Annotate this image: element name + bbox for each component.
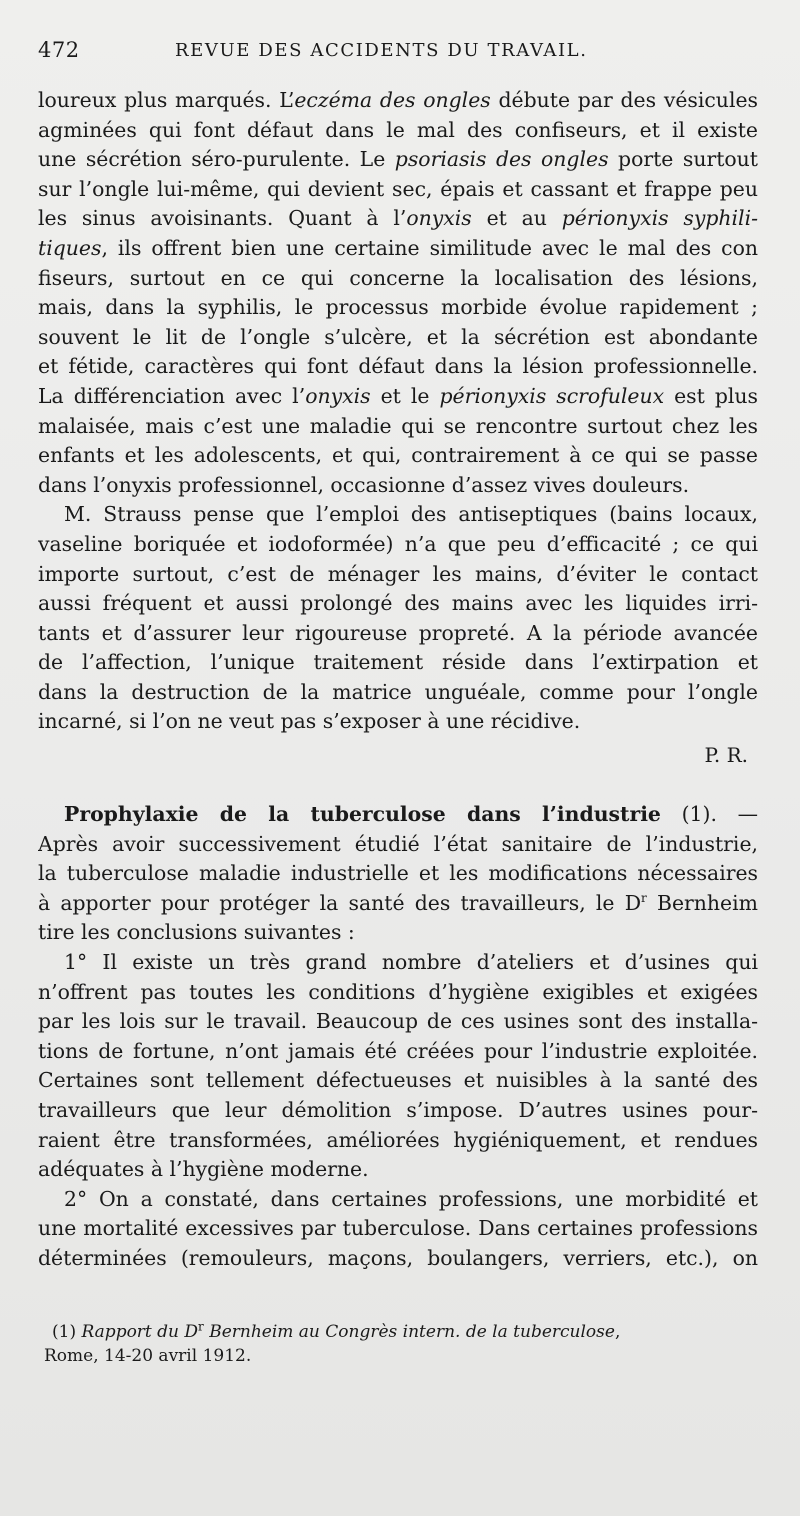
running-title: REVUE DES ACCIDENTS DU TRAVAIL. <box>175 40 588 61</box>
text-line: Certaines sont tellement défectueuses et nuisibles à la santé des <box>38 1068 758 1093</box>
text-line: raient être transformées, améliorées hygiéniquement, et rendues <box>38 1127 758 1152</box>
text-line: 1° Il existe un très grand nombre d’ateliers et d’usines qui <box>64 950 758 975</box>
text-line: tants et d’assurer leur rigoureuse propreté. A la période avancée <box>38 620 758 645</box>
text-line: vaseline boriquée et iodoformée) n’a que peu d’efficacité ; ce qui <box>38 531 758 556</box>
text-line: une sécrétion séro-purulente. Le psoriasis des ongles porte surtout <box>38 147 758 172</box>
text-line: dans la destruction de la matrice unguéale, comme pour l’ongle <box>38 679 758 704</box>
text-line: tiques, ils offrent bien une certaine similitude avec le mal des con <box>38 235 758 260</box>
author-signature: P. R. <box>704 743 748 768</box>
text-line: adéquates à l’hygiène moderne. <box>38 1157 369 1182</box>
footnote-line: (1) Rapport du $D^r$ Bernheim au Congrès intern. de la tuberculose, <box>52 1318 621 1342</box>
text-line: la tuberculose maladie industrielle et les modifications nécessaires <box>38 861 758 886</box>
text-line: 2° On a constaté, dans certaines professions, une morbidité et <box>64 1186 758 1211</box>
section-heading-line <box>38 800 758 830</box>
text-line: de l’affection, l’unique traitement réside dans l’extirpation et <box>38 650 758 675</box>
text-line: malaisée, mais c’est une maladie qui se rencontre surtout chez les <box>38 413 758 438</box>
text-line: incarné, si l’on ne veut pas s’exposer à une récidive. <box>38 709 581 734</box>
text-line: à apporter pour protéger la santé des travailleurs, le $D^r$ Bernheim <box>38 890 758 915</box>
text-line: n’offrent pas toutes les conditions d’hygiène exigibles et exigées <box>38 979 758 1004</box>
text-line: souvent le lit de l’ongle s’ulcère, et la sécrétion est abondante <box>38 324 758 349</box>
running-header <box>38 38 758 78</box>
body-text <box>38 86 758 1274</box>
conclusion-point-1 <box>38 948 758 1185</box>
text-line: enfants et les adolescents, et qui, contrairement à ce qui se passe <box>38 443 758 468</box>
text-line: mais, dans la syphilis, le processus morbide évolue rapidement ; <box>38 295 758 320</box>
text-line: déterminées (remouleurs, maçons, boulangers, verriers, etc.), on <box>38 1245 758 1270</box>
section-spacer <box>38 773 758 800</box>
text-line: importe surtout, c’est de ménager les mains, d’éviter le contact <box>38 561 758 586</box>
text-line: et fétide, caractères qui font défaut dans la lésion professionnelle. <box>38 354 758 379</box>
footnote <box>38 1320 758 1368</box>
text-line: fiseurs, surtout en ce qui concerne la localisation des lésions, <box>38 265 758 290</box>
text-line: tions de fortune, n’ont jamais été créées pour l’industrie exploitée. <box>38 1038 758 1063</box>
section-tuberculosis-prophylaxis <box>38 800 758 948</box>
paragraph-strauss-treatment <box>38 500 758 737</box>
text-line: tire les conclusions suivantes : <box>38 920 355 945</box>
text-line: agminées qui font défaut dans le mal des confiseurs, et il existe <box>38 117 758 142</box>
footnote-reference: (1). — <box>660 802 758 827</box>
conclusion-point-2 <box>38 1185 758 1274</box>
text-line: par les lois sur le travail. Beaucoup de ces usines sont des installa- <box>38 1009 758 1034</box>
text-line: dans l’onyxis professionnel, occasionne d’assez vives douleurs. <box>38 472 690 497</box>
section-title: Prophylaxie de la tuberculose dans l’industrie <box>64 802 661 827</box>
text-line: loureux plus marqués. L’eczéma des ongles débute par des vésicules <box>38 88 758 112</box>
paragraph-onychia-diagnosis <box>38 86 758 500</box>
page-number: 472 <box>38 38 80 62</box>
text-line: les sinus avoisinants. Quant à l’onyxis et au périonyxis syphili- <box>38 206 758 231</box>
text-line: sur l’ongle lui-même, qui devient sec, épais et cassant et frappe peu <box>38 176 758 201</box>
text-line: aussi fréquent et aussi prolongé des mains avec les liquides irri- <box>38 591 758 616</box>
text-line: travailleurs que leur démolition s’impose. D’autres usines pour- <box>38 1098 758 1122</box>
text-line: une mortalité excessives par tuberculose. Dans certaines professions <box>38 1216 758 1241</box>
text-line: La différenciation avec l’onyxis et le périonyxis scrofuleux est plus <box>38 383 758 408</box>
footnote-line: Rome, 14-20 avril 1912. <box>44 1345 252 1366</box>
text-line: M. Strauss pense que l’emploi des antiseptiques (bains locaux, <box>64 502 758 527</box>
text-line: Après avoir successivement étudié l’état sanitaire de l’industrie, <box>38 831 758 856</box>
